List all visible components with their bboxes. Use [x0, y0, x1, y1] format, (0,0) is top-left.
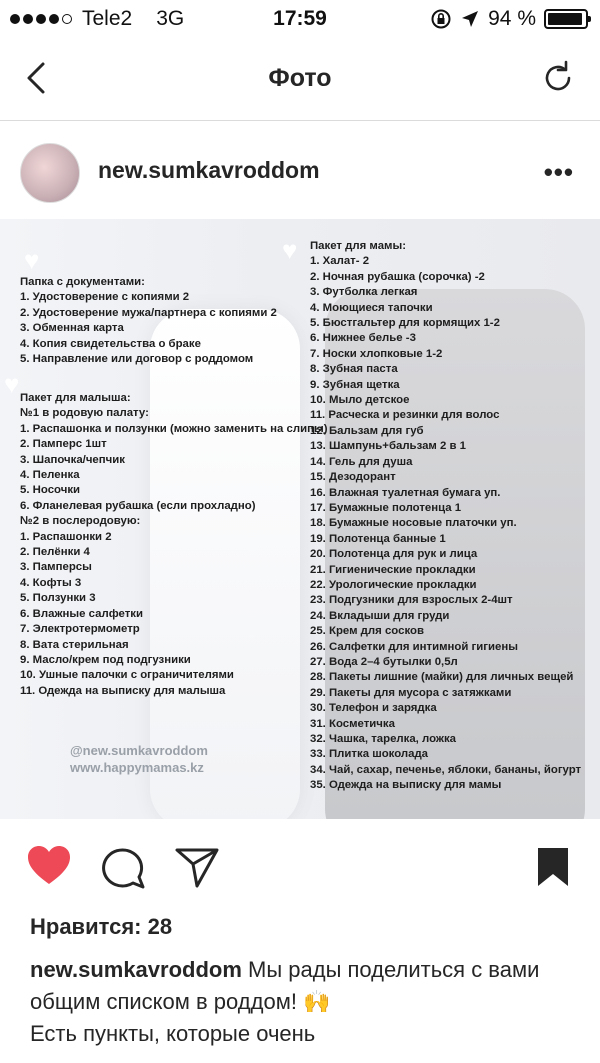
clock: 17:59	[273, 7, 327, 30]
list-item: 4. Моющиеся тапочки	[310, 301, 433, 314]
caption-username[interactable]: new.sumkavroddom	[30, 957, 242, 982]
list-item: 10. Мыло детское	[310, 394, 410, 407]
list-item: 6. Нижнее белье -3	[310, 332, 416, 345]
location-arrow-icon	[460, 9, 480, 29]
battery-icon	[544, 9, 588, 29]
share-paper-plane-icon[interactable]	[174, 844, 220, 890]
post-photo[interactable]	[0, 219, 600, 819]
list-item: Папка с документами:	[20, 276, 145, 288]
list-item: 12. Бальзам для губ	[310, 424, 424, 437]
list-item: 6. Фланелевая рубашка (если прохладно)	[20, 499, 256, 512]
list-item: 34. Чай, сахар, печенье, яблоки, бананы, йогурт	[310, 763, 582, 776]
list-item: 3. Памперсы	[20, 561, 92, 574]
list-item: 13. Шампунь+бальзам 2 в 1	[310, 440, 467, 453]
list-item: 1. Распашонки 2	[20, 530, 112, 543]
list-item: 18. Бумажные носовые платочки уп.	[310, 517, 517, 530]
documents-list	[20, 275, 277, 367]
heart-decor-icon: ♥	[282, 235, 298, 265]
list-item: №1 в родовую палату:	[20, 407, 149, 420]
list-item: 1. Удостоверение с копиями 2	[20, 291, 190, 304]
list-item: 15. Дезодорант	[310, 471, 396, 484]
post-actions	[0, 820, 600, 910]
list-item: 4. Кофты 3	[20, 576, 82, 589]
list-item: 1. Халат- 2	[310, 255, 370, 268]
list-item: 21. Гигиенические прокладки	[310, 563, 476, 576]
mom-bag-list	[310, 239, 581, 794]
list-item: 11. Расческа и резинки для волос	[310, 409, 500, 422]
list-item: 5. Ползунки 3	[20, 592, 96, 605]
status-bar	[0, 0, 600, 38]
heart-decor-icon: ♥	[4, 369, 20, 399]
caption-text-more: Есть пункты, которые очень	[30, 1021, 316, 1046]
list-item: 9. Масло/крем под подгузники	[20, 653, 191, 666]
list-item: 5. Носочки	[20, 484, 81, 497]
list-item: 10. Ушные палочки с ограничителями	[20, 669, 234, 682]
watermark-line: @new.sumkavroddom	[70, 743, 208, 758]
battery-percent: 94 %	[488, 7, 536, 30]
baby-bag-list	[20, 391, 328, 699]
list-item: 2. Пелёнки 4	[20, 546, 90, 559]
list-item: 2. Ночная рубашка (сорочка) -2	[310, 270, 485, 283]
list-item: №2 в послеродовую:	[20, 515, 141, 528]
list-item: 7. Электротермометр	[20, 623, 140, 636]
list-item: 6. Влажные салфетки	[20, 607, 143, 620]
list-item: 17. Бумажные полотенца 1	[310, 501, 462, 514]
network-type: 3G	[156, 7, 185, 30]
list-item: 14. Гель для душа	[310, 455, 413, 468]
list-item: 33. Плитка шоколада	[310, 748, 429, 761]
list-item: 27. Вода 2–4 бутылки 0,5л	[310, 655, 458, 668]
list-item: 3. Шапочка/чепчик	[20, 453, 125, 466]
refresh-icon[interactable]	[538, 58, 578, 98]
heart-filled-icon[interactable]	[26, 844, 72, 890]
list-item: 4. Копия свидетельства о браке	[20, 337, 201, 350]
list-item: 29. Пакеты для мусора с затяжками	[310, 686, 512, 699]
list-item: 5. Бюстгальтер для кормящих 1-2	[310, 317, 500, 330]
list-item: 3. Обменная карта	[20, 322, 124, 335]
list-item: 16. Влажная туалетная бумага уп.	[310, 486, 501, 499]
list-item: 9. Зубная щетка	[310, 378, 400, 391]
list-item: 32. Чашка, тарелка, ложка	[310, 733, 457, 745]
list-item: 1. Распашонка и ползунки (можно заменить на слипы)	[20, 422, 328, 435]
list-item: 4. Пеленка	[20, 469, 80, 482]
list-item: 31. Косметичка	[310, 717, 395, 730]
list-item: 22. Урологические прокладки	[310, 578, 477, 591]
comment-icon[interactable]	[100, 844, 146, 890]
watermark-line: www.happymamas.kz	[70, 760, 204, 775]
bookmark-icon[interactable]	[530, 844, 576, 890]
list-item: 7. Носки хлопковые 1-2	[310, 347, 443, 360]
post-caption	[30, 954, 578, 1050]
page-title: Фото	[268, 64, 332, 92]
heart-decor-icon: ♥	[24, 245, 40, 275]
list-item: 24. Вкладыши для груди	[310, 609, 450, 622]
list-item: 25. Крем для сосков	[310, 625, 424, 638]
signal-strength-icon	[10, 14, 72, 24]
list-item: 8. Вата стерильная	[20, 638, 129, 651]
list-item: 26. Салфетки для интимной гигиены	[310, 640, 518, 653]
list-item: 19. Полотенца банные 1	[310, 532, 446, 545]
list-item: 11. Одежда на выписку для малыша	[20, 684, 226, 697]
list-item: 23. Подгузники для взрослых 2-4шт	[310, 594, 513, 607]
nav-bar	[0, 38, 600, 121]
likes-count[interactable]: Нравится: 28	[30, 914, 173, 939]
list-item: 2. Памперс 1шт	[20, 438, 107, 451]
list-item: 35. Одежда на выписку для мамы	[310, 779, 502, 792]
carrier-name: Tele2	[82, 7, 133, 30]
more-dots-icon[interactable]: •••	[543, 157, 574, 187]
post-header	[0, 121, 600, 219]
list-item: 3. Футболка легкая	[310, 286, 418, 299]
list-item: 20. Полотенца для рук и лица	[310, 548, 478, 561]
list-item: 28. Пакеты лишние (майки) для личных вещей	[310, 671, 574, 684]
list-item: Пакет для мамы:	[310, 240, 406, 252]
list-item: 30. Телефон и зарядка	[310, 702, 437, 715]
list-item: 8. Зубная паста	[310, 363, 398, 376]
caption-text: Мы рады поделиться с вами общим списком в роддом! 🙌	[30, 957, 540, 1014]
list-item: 5. Направление или договор с роддомом	[20, 353, 254, 366]
post-username[interactable]: new.sumkavroddom	[98, 157, 320, 183]
rotation-lock-icon	[430, 8, 452, 30]
list-item: 2. Удостоверение мужа/партнера с копиями 2	[20, 306, 277, 319]
avatar[interactable]	[20, 143, 80, 203]
watermark	[70, 742, 208, 776]
list-item: Пакет для малыша:	[20, 392, 131, 404]
